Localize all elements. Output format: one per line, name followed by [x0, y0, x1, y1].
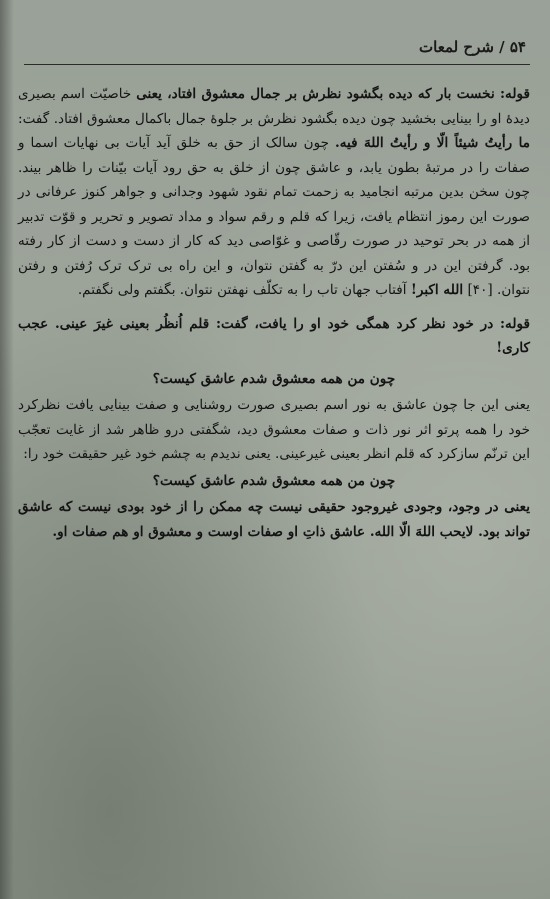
paragraph-commentary-3: یعنی این جا چون عاشق به نور اسم بصیری صورت روشنایی و صفت بینایی یافت نظرکرد خود را همه پرتو اثر نور ذات و صفات معشوق دید، شگفتی درو ظاهر شد از غایت تعجّب این ترنّم سازکرد که قلم انظر بعینی غیرعینی. یعنی ندیدم به چشم خود غیر حقیقت خود را: [18, 397, 530, 462]
paragraph-text: چون سالک از حق به خلق آید آیات بی نهایات اسما و صفات را در مرتبهٔ بطون یابد، و عاشق چون از خلق به حق رود آیات بیّنات را ظاهر بیند. چون سخن بدین مرتبه انجامید به زحمت تمام نقود شهود وجدانی و جواهر کنوز عرفانی در صورت این رموز انتظام یافت، زیرا که قلم و رقم سواد و مداد تصویر و تحریر و قوّت تدبیر از همه در بحر توحید در صورت رقّاصی و غوّاصی دید که کار از دست و دست از کار رفته بود. گرفتن این در و سُفتن این درّ به گفتن نتوان، و این راه بی ترک ترک رُفتن و رفتن نتوان. [۴۰] [18, 135, 530, 298]
paragraph-commentary-2: قوله: در خود نظر کرد همگی خود او را یافت، گفت: قلم اُنظُر بعینی غیرَ عینی. عجب کاری! [18, 315, 530, 356]
arabic-exclamation: الله اکبر! [410, 282, 464, 298]
body-text [18, 82, 530, 544]
running-head: ۵۴ / شرح لمعات [419, 38, 526, 56]
paragraph-text: آفتاب جهان تاب را به تکلّف نهفتن نتوان. بگفتم ولی نگفتم. [77, 282, 407, 298]
page-edge-shadow [0, 0, 14, 899]
paragraph-commentary-4: یعنی در وجود، وجودی غیروجود حقیقی نیست چه ممکن را از خود بودی نیست که عاشق تواند بود. لایحب اللهَ الّا الله. عاشق ذاتِ او صفات اوست و معشوق او هم صفات او. [18, 499, 530, 540]
quote-lead: قوله: نخست بار که دیده بگشود نظرش بر جمال معشوق افتاد، یعنی [136, 86, 530, 102]
verse-line-1: چون من همه معشوق شدم عاشق کیست؟ [152, 370, 396, 387]
arabic-quote: ما رأیتُ شیئاً الّا و رأیتُ اللهَ فیه. [334, 135, 530, 151]
paragraph-text: خاصیّت اسم بصیری دیدهٔ او را بینایی بخشید چون دیده بگشود نظرش بر جلوهٔ جمال باکمال معشوق افتاد. گفت: [18, 86, 530, 127]
paragraph-commentary-1 [18, 82, 530, 303]
page-header [24, 36, 530, 65]
verse-line-2: چون من همه معشوق شدم عاشق کیست؟ [152, 472, 396, 489]
